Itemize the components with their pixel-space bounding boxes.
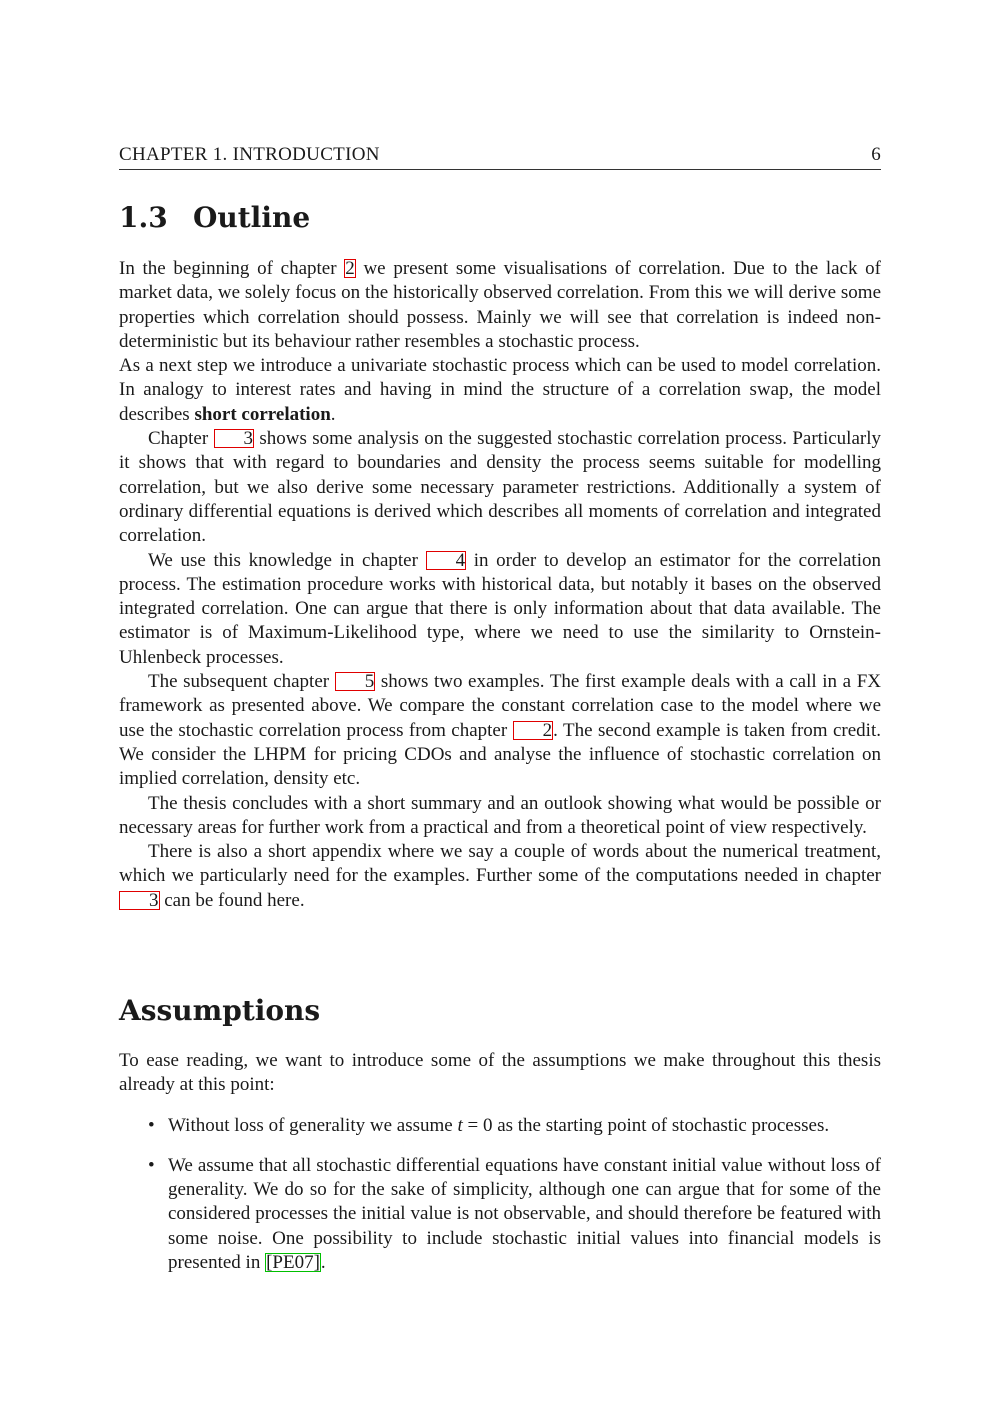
page-number: 6 (871, 144, 881, 165)
math-variable: t (457, 1114, 463, 1136)
outline-body (119, 257, 881, 913)
chapter-4-link[interactable]: 4 (426, 551, 467, 570)
chapter-2-link[interactable]: 2 (513, 721, 554, 740)
section-heading-assumptions (119, 994, 320, 1028)
text-run: In the beginning of chapter (119, 258, 345, 279)
text-run: Chapter (148, 428, 214, 450)
bullet-icon: • (148, 1114, 155, 1136)
assumptions-body (119, 1049, 881, 1291)
text-run: . (320, 1252, 326, 1274)
text-run: The subsequent chapter (148, 671, 335, 693)
chapter-3-link[interactable]: 3 (214, 429, 255, 448)
chapter-5-link[interactable]: 5 (335, 672, 376, 691)
text-run: shows some analysis on the suggested stochastic correlation process. Particularly it shows that with regard to boundaries and density the process seems suitable for modelling correlation, but we also derive some necessary parameter restrictions. Additionally a system of ordinary differential equations is derived which describes all moments of correlation and integrated correlation. (119, 428, 881, 547)
paragraph (119, 792, 881, 841)
text-run: The thesis concludes with a short summary and an outlook showing what would be possible or necessary areas for further work from a practical and from a theoretical point of view respectively. (119, 792, 881, 838)
section-heading-outline (119, 201, 310, 235)
text-run: . The second example is taken from credit. We consider the LHPM for pricing CDOs and analyse the influence of stochastic correlation on implied correlation, density etc. (119, 719, 881, 790)
citation-link[interactable]: [PE07] (266, 1252, 320, 1274)
bold-term: short correlation (194, 403, 331, 425)
chapter-2-link[interactable]: 2 (345, 258, 355, 279)
running-header (119, 143, 881, 170)
list-item (119, 1154, 881, 1275)
text-run: There is also a short appendix where we say a couple of words about the numerical treatment, which we particularly need for the examples. Further some of the computations needed in chapter (119, 841, 881, 887)
chapter-label: CHAPTER 1. INTRODUCTION (119, 144, 380, 165)
assumptions-list (119, 1114, 881, 1276)
text-run: Without loss of generality we assume (168, 1114, 458, 1136)
paragraph (119, 427, 881, 548)
text-run: can be found here. (159, 889, 305, 911)
text-run: We assume that all stochastic differential equations have constant initial value without loss of generality. We do so for the sake of simplicity, although one can argue that for some of the considered processes the initial value is not observable, and should therefore be featured with some noise. One possibility to include stochastic initial values into financial models is presented in (168, 1154, 881, 1274)
text-run: . (330, 403, 336, 425)
paragraph (119, 354, 881, 427)
text-run: We use this knowledge in chapter (148, 549, 426, 571)
text-run: we present some visualisations of correlation. Due to the lack of market data, we solely focus on the historically observed correlation. From this we will derive some properties which correlation should possess. Mainly we will see that correlation is indeed non-deterministic but its behaviour rather resembles a stochastic process. (119, 258, 881, 352)
text-run: As a next step we introduce a univariate stochastic process which can be used to model correlation. In analogy to interest rates and having in mind the structure of a correlation swap, the model describes (119, 355, 881, 425)
list-item (119, 1114, 881, 1138)
assumptions-intro: To ease reading, we want to introduce some of the assumptions we make throughout this thesis already at this point: (119, 1050, 881, 1096)
section-number: 1.3 (119, 201, 168, 234)
paragraph (119, 257, 881, 354)
section-title: Outline (193, 201, 311, 234)
chapter-3-link[interactable]: 3 (119, 891, 160, 910)
text-run: in order to develop an estimator for the correlation process. The estimation procedure works with historical data, but notably it bases on the observed integrated correlation. One can argue that there is only information about that data available. The estimator is of Maximum-Likelihood type, where we need to use the similarity to Ornstein-Uhlenbeck processes. (119, 549, 881, 668)
paragraph (119, 549, 881, 670)
text-run: = 0 as the starting point of stochastic processes. (462, 1114, 830, 1136)
paragraph (119, 670, 881, 791)
paragraph (119, 840, 881, 913)
section-title: Assumptions (119, 994, 321, 1027)
text-run: shows two examples. The first example deals with a call in a FX framework as presented above. We compare the constant correlation case to the model where we use the stochastic correlation process from chapter (119, 671, 881, 741)
bullet-icon: • (148, 1154, 155, 1176)
